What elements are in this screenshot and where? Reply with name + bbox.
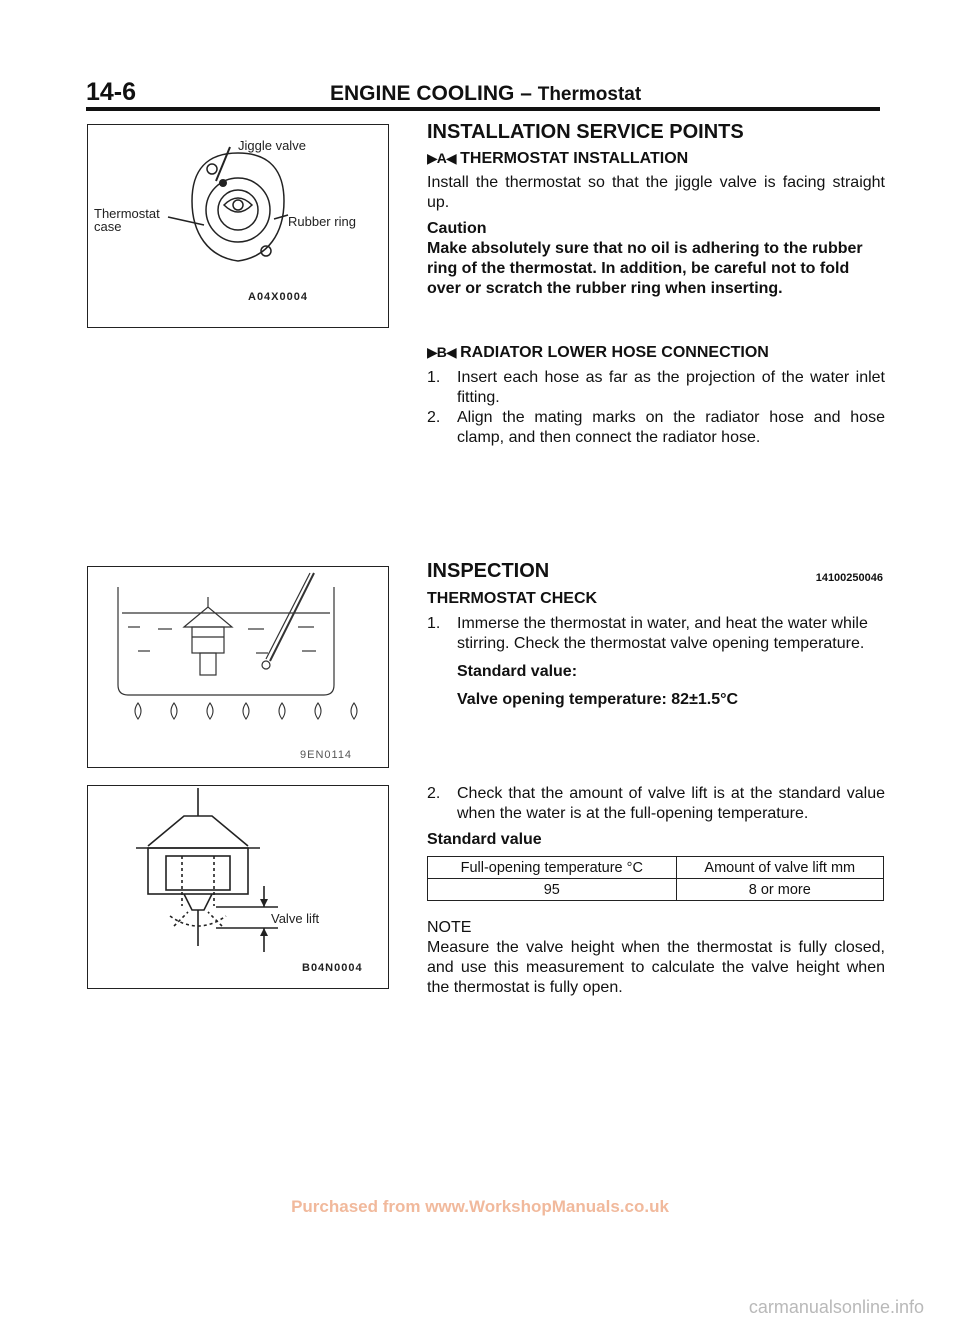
- step-number: 2.: [427, 409, 441, 426]
- table-row: [428, 879, 884, 901]
- note-label: NOTE: [427, 919, 472, 936]
- table-header-row: [428, 857, 884, 879]
- thermostat-check-heading: THERMOSTAT CHECK: [427, 590, 598, 607]
- standard-value-label-2: Standard value: [427, 831, 542, 848]
- title-separator: –: [514, 82, 538, 105]
- table-header: Full-opening temperature °C: [428, 857, 677, 879]
- installation-a-title: [427, 148, 885, 169]
- footer-link-text: Purchased from www.WorkshopManuals.co.uk: [291, 1197, 669, 1216]
- lift-arrow-bottom: [260, 928, 268, 936]
- marker-a: ▶A◀: [427, 150, 456, 166]
- note-text: Measure the valve height when the thermostat is fully closed, and use this measurement to calculate the valve height when the thermostat is fully open.: [427, 939, 885, 996]
- watermark: carmanualsonline.info: [748, 1297, 924, 1317]
- label-case: case: [94, 219, 122, 234]
- step-text: Align the mating marks on the radiator hose and hose clamp, and then connect the radiator hose.: [457, 409, 885, 446]
- caution-text: Make absolutely sure that no oil is adhering to the rubber ring of the thermostat. In addition, be careful not to fold over or scratch the rubber ring when inserting.: [427, 240, 863, 297]
- water-test-drawing: [88, 567, 388, 767]
- figure-valve-lift: [87, 785, 389, 989]
- hose-connection-section: [427, 342, 885, 448]
- caution-label: Caution: [427, 220, 487, 237]
- list-item: [427, 368, 885, 408]
- table-cell: 8 or more: [676, 879, 883, 901]
- step-number: 2.: [427, 785, 441, 802]
- inspection-code: 14100250046: [815, 572, 883, 584]
- installation-heading: INSTALLATION SERVICE POINTS: [427, 121, 744, 143]
- page-number: 14-6: [86, 78, 137, 106]
- inspection-heading: INSPECTION: [427, 560, 550, 582]
- step-text: Immerse the thermostat in water, and heat the water while stirring. Check the thermostat valve opening temperature.: [457, 615, 868, 652]
- list-item: [427, 408, 885, 448]
- figure-code: 9EN0114: [300, 749, 353, 761]
- burner-flames: [135, 703, 357, 719]
- step-number: 1.: [427, 369, 441, 386]
- marker-b: ▶B◀: [427, 344, 456, 360]
- figure-code: B04N0004: [302, 962, 363, 974]
- installation-section: [427, 122, 885, 299]
- label-valve-lift: Valve lift: [271, 911, 320, 926]
- table-header: Amount of valve lift mm: [676, 857, 883, 879]
- label-rubber-ring: Rubber ring: [288, 214, 356, 229]
- label-thermostat: Thermostat: [94, 206, 160, 221]
- installation-a-title-text: THERMOSTAT INSTALLATION: [460, 150, 689, 167]
- standard-value-label: Standard value:: [457, 663, 578, 680]
- valve-lift-check: [427, 784, 885, 850]
- page-title: [330, 82, 641, 106]
- header-rule: [86, 107, 880, 111]
- list-item: [427, 784, 885, 824]
- figure-code: A04X0004: [248, 291, 308, 303]
- label-jiggle-valve: Jiggle valve: [238, 138, 306, 153]
- note-section: [427, 918, 885, 998]
- step-number: 1.: [427, 615, 441, 632]
- lift-arrow-top: [260, 899, 268, 907]
- table-cell: 95: [428, 879, 677, 901]
- section-title: ENGINE COOLING: [330, 82, 515, 105]
- section-subtitle: Thermostat: [537, 84, 642, 105]
- list-item: [427, 614, 885, 654]
- inspection-section: [427, 561, 885, 710]
- figure-water-test: [87, 566, 389, 768]
- figure-thermostat-case: [87, 124, 389, 328]
- installation-a-text: Install the thermostat so that the jiggle valve is facing straight up.: [427, 174, 885, 211]
- jiggle-valve-dot: [219, 179, 227, 187]
- step-text: Insert each hose as far as the projection of the water inlet fitting.: [457, 369, 885, 406]
- installation-b-title-text: RADIATOR LOWER HOSE CONNECTION: [460, 344, 769, 361]
- valve-lift-drawing: [88, 786, 388, 988]
- step-text: Check that the amount of valve lift is at the standard value when the water is at the full-opening temperature.: [457, 785, 885, 822]
- valve-opening-temperature: Valve opening temperature: 82±1.5°C: [457, 691, 739, 708]
- installation-b-title: [427, 342, 885, 363]
- standard-value-table: [427, 856, 884, 901]
